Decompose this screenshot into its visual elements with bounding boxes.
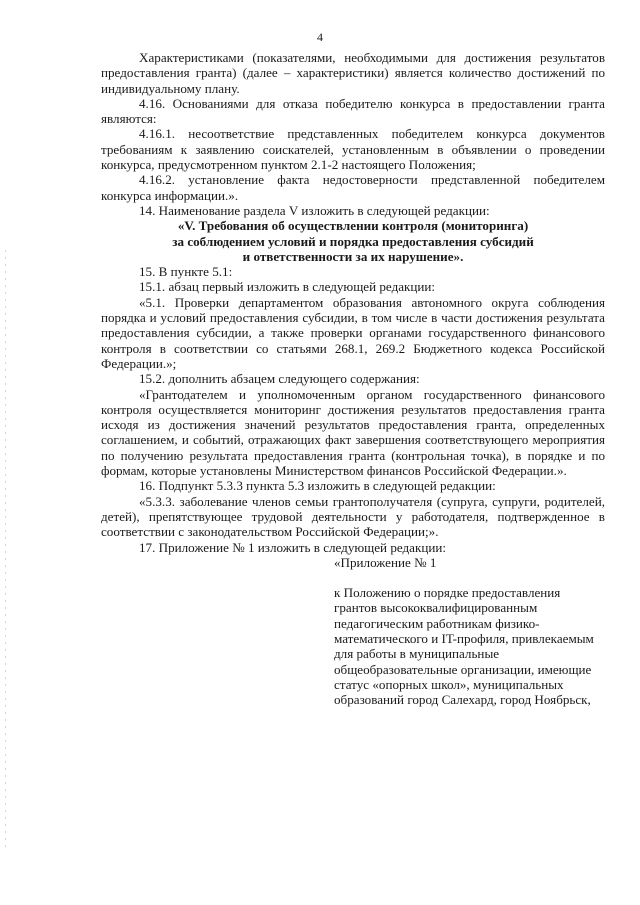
- paragraph-characteristics: Характеристиками (показателями, необходимыми для достижения результатов предоставления гранта) (далее – характеристики) является количество достижений по индивидуальному плану.: [101, 50, 605, 96]
- paragraph-4-16-2: 4.16.2. установление факта недостоверности представленной победителем конкурса информации.».: [101, 172, 605, 203]
- paragraph-5-1-quote: «5.1. Проверки департаментом образования автономного округа соблюдения порядка и условий предоставления субсидии, в том числе в части достижения результата предоставления субсидии, а также проверки органами государственного финансового контроля в соответствии со статьями 268.1, 269.2 Бюджетного кодекса Российской Федерации.»;: [101, 294, 605, 371]
- document-body: [101, 50, 605, 707]
- paragraph-17: 17. Приложение № 1 изложить в следующей редакции:: [139, 539, 447, 555]
- paragraph-15-1: 15.1. абзац первый изложить в следующей редакции:: [139, 279, 436, 295]
- appendix-heading: «Приложение № 1: [334, 554, 437, 570]
- page-number: 4: [317, 30, 323, 44]
- paragraph-15-2: 15.2. дополнить абзацем следующего содержания:: [139, 371, 420, 387]
- scan-edge-line: [5, 250, 6, 850]
- spacer: [101, 570, 605, 585]
- appendix-text: к Положению о порядке предоставления грантов высококвалифицированным педагогическим работникам физико-математического и IT-профиля, привлекаемым для работы в муниципальные общеобразовательные организации, имеющие статус «опорных школ», муниципальных образований город Салехард, город Ноябрьск,: [334, 585, 594, 708]
- section-v-heading: «V. Требования об осуществлении контроля (мониторинга) за соблюдением условий и порядка предоставления субсидий и ответственности за их нарушение».: [172, 218, 534, 264]
- paragraph-16: 16. Подпункт 5.3.3 пункта 5.3 изложить в следующей редакции:: [139, 478, 496, 494]
- paragraph-14: 14. Наименование раздела V изложить в следующей редакции:: [139, 202, 490, 218]
- paragraph-4-16: 4.16. Основаниями для отказа победителю конкурса в предоставлении гранта являются:: [101, 95, 605, 127]
- paragraph-4-16-1: 4.16.1. несоответствие представленных победителем конкурса документов требованиям к заявлению соискателей, установленным в объявлении о проведении конкурса, предусмотренном пунктом 2.1-2 настоящего Положения;: [101, 126, 605, 173]
- paragraph-monitoring-quote: «Грантодателем и уполномоченным органом государственного финансового контроля осуществляется мониторинг достижения результатов предоставления гранта исходя из достижения значений результатов предоставления гранта, определенных соглашением, и событий, отражающих факт завершения соответствующего мероприятия по получению результата предоставления гранта (контрольная точка), в порядке и по формам, которые установлены Министерством финансов Российской Федерации.».: [101, 386, 605, 479]
- paragraph-15: 15. В пункте 5.1:: [139, 264, 233, 280]
- paragraph-5-3-3-quote: «5.3.3. заболевание членов семьи грантополучателя (супруга, супруги, родителей, детей), препятствующее трудовой деятельности у работодателя, подтвержденное в соответствии с законодательством Российской Федерации;».: [101, 493, 605, 540]
